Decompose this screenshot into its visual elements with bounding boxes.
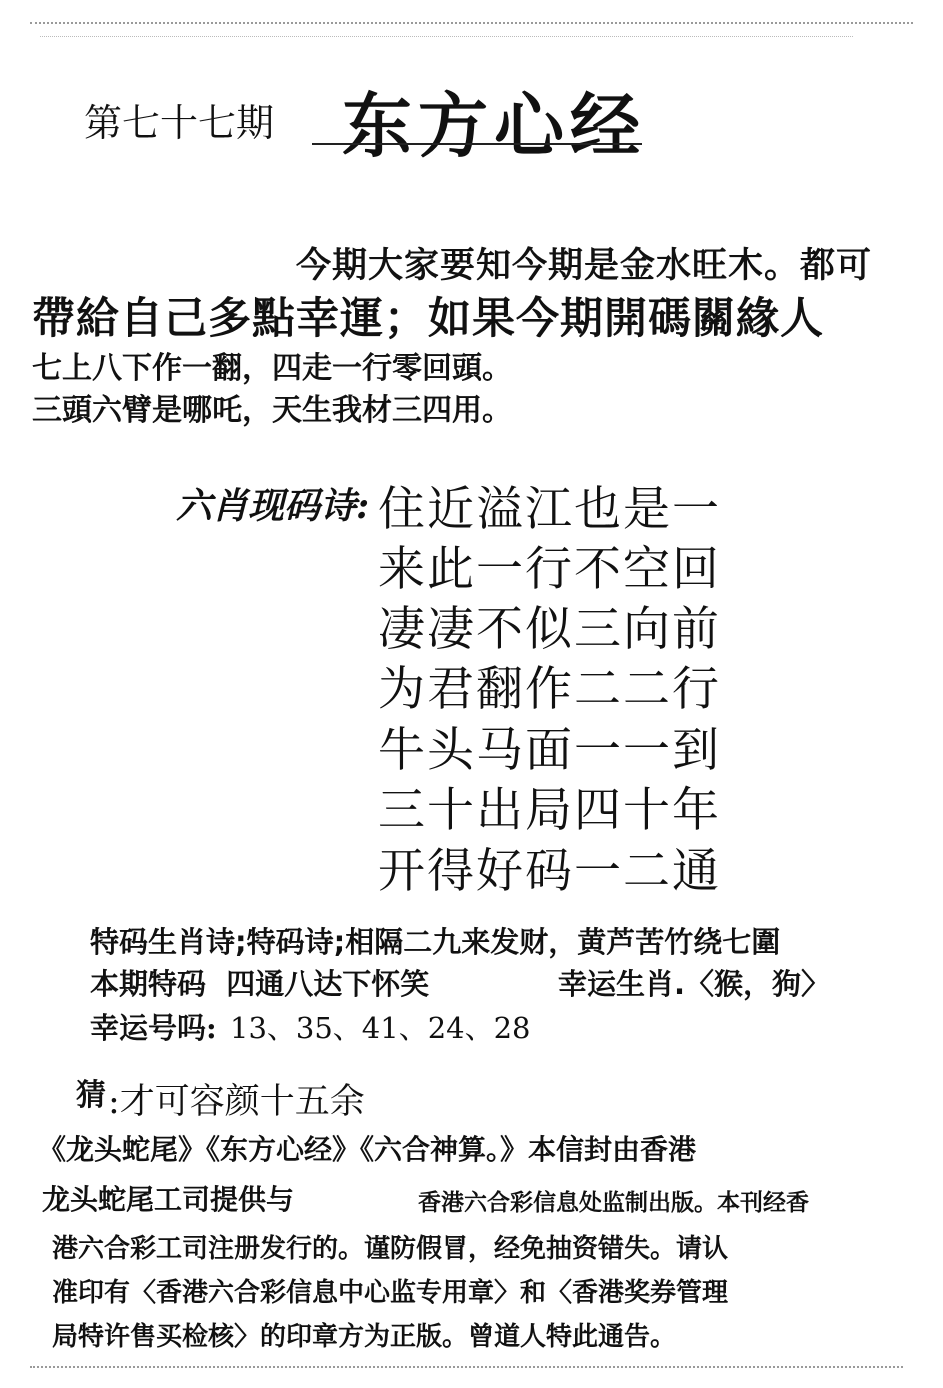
special-poem-line: 特码生肖诗;特码诗;相隔二九来发财，黄芦苦竹绕七圍 — [90, 925, 781, 959]
intro-line-2: 帶給自己多點幸運；如果今期開碼關緣人 — [32, 294, 824, 344]
top-dotted-border — [30, 22, 913, 24]
poem-label: 六肖现码诗: — [176, 485, 370, 527]
intro-line-4: 三頭六臂是哪吒，天生我材三四用。 — [32, 393, 512, 428]
poem-line: 牛头马面一一到 — [378, 723, 721, 778]
lucky-zodiac: 幸运生肖.〈猴，狗〉 — [558, 967, 831, 1001]
top-dotted-border-2 — [40, 36, 853, 37]
footer-line-5: 局特许售买检核〉的印章方为正版。曾道人特此通告。 — [52, 1322, 677, 1352]
poem-line: 为君翻作二二行 — [378, 662, 721, 717]
footer-line-2a: 龙头蛇尾工司提供与 — [42, 1183, 295, 1216]
poem-line: 开得好码一二通 — [378, 844, 721, 899]
footer-line-1: 《龙头蛇尾》《东方心经》《六合神算。》本信封由香港 — [38, 1133, 697, 1166]
bottom-dotted-border — [30, 1366, 903, 1368]
poem-line: 住近溢江也是一 — [378, 482, 721, 537]
poem-line: 来此一行不空回 — [378, 542, 721, 597]
lucky-numbers-label: 幸运号吗: — [90, 1011, 217, 1045]
poem-line: 三十出局四十年 — [378, 783, 721, 838]
footer-line-4: 准印有〈香港六合彩信息中心监专用章〉和〈香港奖券管理 — [52, 1278, 729, 1308]
footer-line-3: 港六合彩工司注册发行的。谨防假冒，经免抽资错失。请认 — [52, 1234, 729, 1264]
lucky-numbers: 13、35、41、24、28 — [230, 1011, 531, 1045]
footer-line-2b: 香港六合彩信息处监制出版。本刊经香 — [418, 1190, 809, 1216]
page-title: 东方心经 — [342, 85, 646, 167]
issue-number: 第七十七期 — [84, 101, 275, 145]
guess-text: :才可容颜十五余 — [108, 1082, 365, 1122]
poem-line: 凄凄不似三向前 — [378, 602, 721, 657]
title-underline — [312, 143, 642, 145]
guess-label: 猜 — [76, 1078, 106, 1113]
intro-line-3: 七上八下作一翻，四走一行零回頭。 — [32, 351, 512, 386]
intro-line-1: 今期大家要知今期是金水旺木。都可 — [296, 246, 873, 286]
special-code-line: 本期特码 四通八达下怀笑 — [90, 967, 430, 1001]
